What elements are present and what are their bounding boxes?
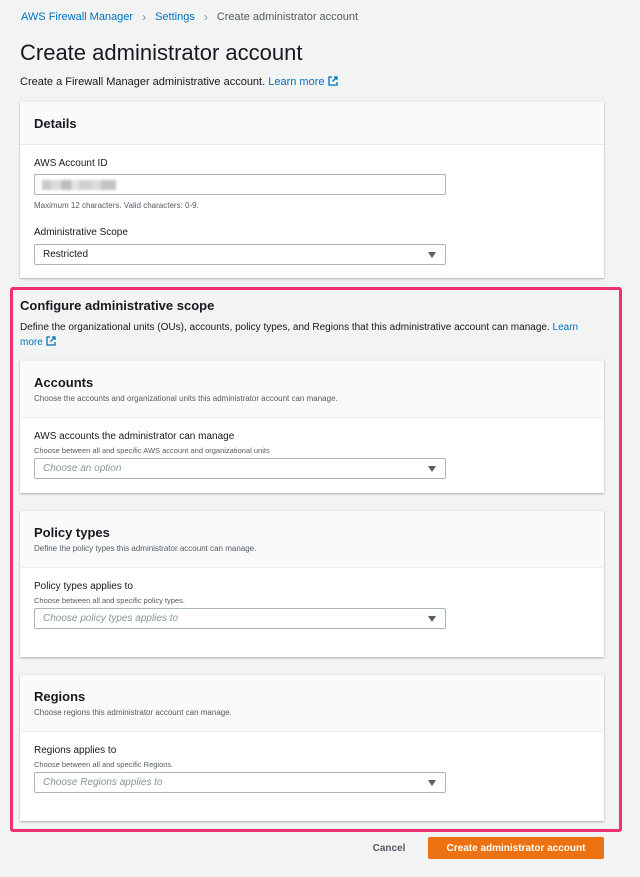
admin-scope-label: Administrative Scope bbox=[34, 227, 128, 238]
policy-types-title: Policy types bbox=[34, 525, 110, 540]
caret-down-icon bbox=[428, 466, 436, 472]
policy-types-select[interactable] bbox=[34, 608, 446, 629]
account-id-label: AWS Account ID bbox=[34, 158, 108, 169]
regions-subtitle: Choose regions this administrator account can manage. bbox=[34, 708, 232, 717]
admin-scope-value: Restricted bbox=[43, 249, 89, 260]
caret-down-icon bbox=[428, 780, 436, 786]
accounts-placeholder: Choose an option bbox=[43, 463, 122, 474]
accounts-field-desc: Choose between all and specific AWS account and organizational units bbox=[34, 446, 270, 455]
regions-select[interactable] bbox=[34, 772, 446, 793]
regions-card bbox=[20, 674, 604, 821]
admin-scope-select[interactable] bbox=[34, 244, 446, 265]
caret-down-icon bbox=[428, 252, 436, 258]
accounts-subtitle: Choose the accounts and organizational units this administrator account can manage. bbox=[34, 394, 338, 403]
details-title: Details bbox=[34, 116, 77, 131]
scope-description-text: Define the organizational units (OUs), accounts, policy types, and Regions that this administrative account can manage. bbox=[20, 322, 550, 333]
breadcrumb-settings[interactable]: Settings bbox=[155, 11, 195, 23]
create-administrator-account-button[interactable]: Create administrator account bbox=[428, 837, 604, 859]
external-link-icon bbox=[46, 336, 56, 346]
account-id-input[interactable] bbox=[34, 174, 446, 195]
policy-types-card-header bbox=[20, 511, 604, 568]
page-title: Create administrator account bbox=[20, 40, 303, 65]
policy-types-field-desc: Choose between all and specific policy types. bbox=[34, 596, 185, 605]
regions-placeholder: Choose Regions applies to bbox=[43, 777, 163, 788]
breadcrumb-current: Create administrator account bbox=[216, 11, 359, 23]
regions-field-desc: Choose between all and specific Regions. bbox=[34, 760, 174, 769]
details-card-header bbox=[20, 102, 604, 145]
accounts-field-label: AWS accounts the administrator can manage bbox=[34, 431, 235, 442]
accounts-title: Accounts bbox=[34, 375, 94, 390]
breadcrumb bbox=[21, 10, 358, 24]
scope-title: Configure administrative scope bbox=[20, 298, 215, 313]
caret-down-icon bbox=[428, 616, 436, 622]
accounts-select[interactable] bbox=[34, 458, 446, 479]
accounts-card bbox=[20, 360, 604, 493]
policy-types-subtitle: Define the policy types this administrator account can manage. bbox=[34, 544, 257, 553]
account-id-value-redacted bbox=[42, 180, 116, 190]
account-id-hint: Maximum 12 characters. Valid characters: 0-9. bbox=[34, 201, 199, 210]
page-description-text: Create a Firewall Manager administrative account. bbox=[20, 76, 266, 88]
accounts-card-header bbox=[20, 361, 604, 418]
chevron-right-icon: › bbox=[203, 10, 208, 24]
regions-card-header bbox=[20, 675, 604, 732]
breadcrumb-firewall-manager[interactable]: AWS Firewall Manager bbox=[21, 11, 134, 23]
regions-field-label: Regions applies to bbox=[34, 745, 117, 756]
scope-learn-more-label: Learn more bbox=[20, 322, 579, 348]
learn-more-link[interactable] bbox=[268, 76, 337, 88]
policy-types-field-label: Policy types applies to bbox=[34, 581, 133, 592]
details-card bbox=[20, 101, 604, 278]
policy-types-placeholder: Choose policy types applies to bbox=[43, 613, 179, 624]
chevron-right-icon: › bbox=[142, 10, 147, 24]
learn-more-label: Learn more bbox=[268, 76, 325, 88]
regions-title: Regions bbox=[34, 689, 86, 704]
cancel-button[interactable]: Cancel bbox=[372, 842, 406, 854]
page-description bbox=[20, 76, 338, 88]
policy-types-card bbox=[20, 510, 604, 657]
scope-description bbox=[20, 320, 580, 350]
external-link-icon bbox=[328, 76, 338, 86]
